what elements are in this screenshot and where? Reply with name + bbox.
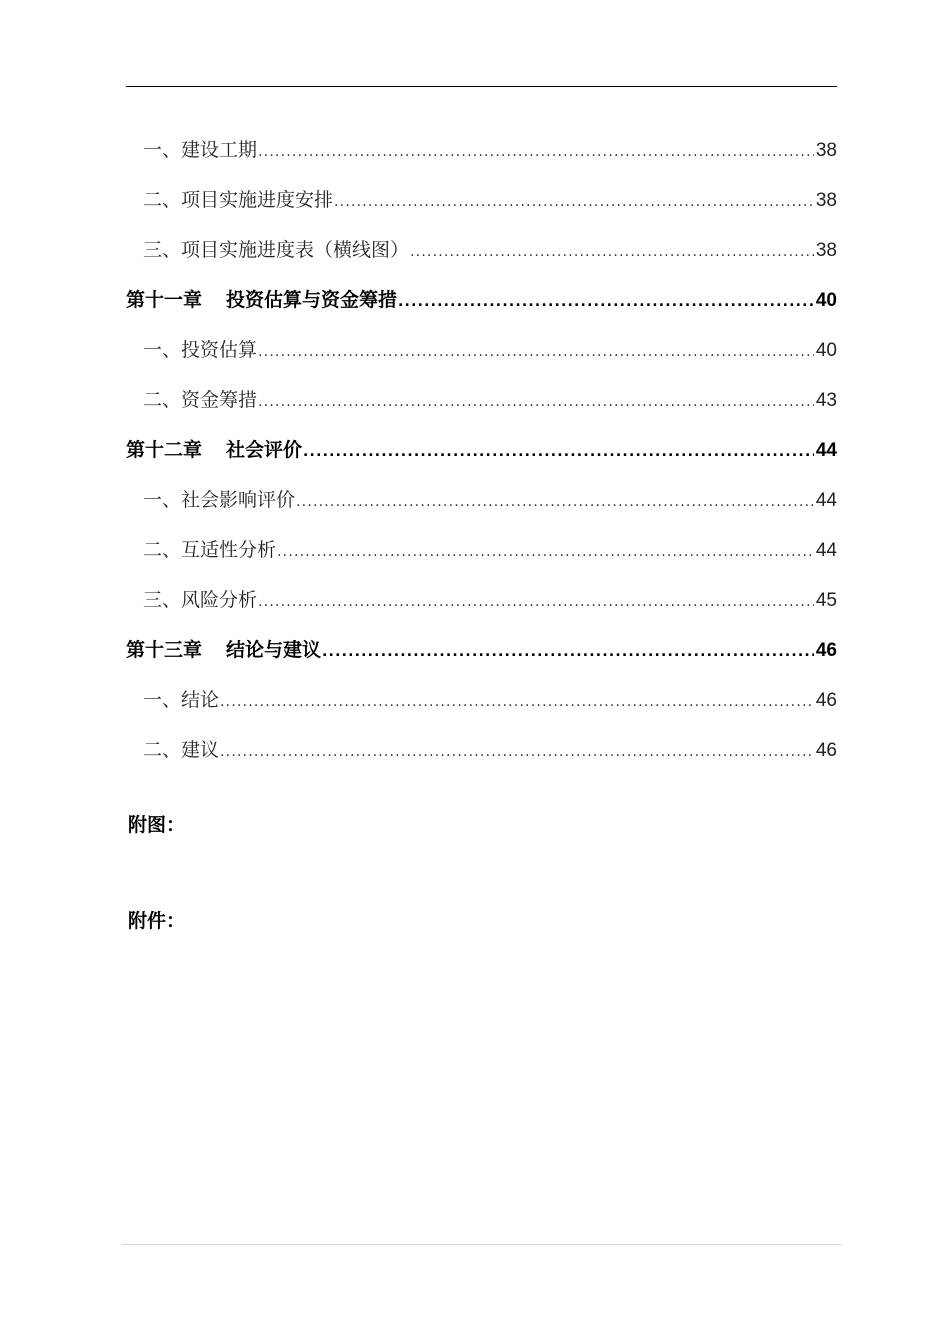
toc-chapter-name: 结论与建议 <box>226 639 322 661</box>
toc-dot-leader <box>277 537 814 567</box>
toc-entry[interactable] <box>143 185 837 215</box>
toc-dot-leader <box>258 137 814 167</box>
toc-entry-page: 38 <box>815 240 837 261</box>
toc-chapter-entry[interactable] <box>126 285 837 315</box>
toc-entry[interactable] <box>143 535 837 565</box>
toc-entry-page: 44 <box>815 540 837 561</box>
toc-chapter-entry[interactable] <box>126 635 837 665</box>
toc-entry-title: 二、互适性分析 <box>143 539 277 561</box>
toc-entry-page: 44 <box>815 490 837 511</box>
toc-chapter-number: 第十三章 <box>126 639 203 661</box>
toc-entry-title: 二、建议 <box>143 739 220 761</box>
toc-dot-leader <box>258 337 814 367</box>
toc-entry[interactable] <box>143 735 837 765</box>
toc-entry-title: 一、投资估算 <box>143 339 258 361</box>
toc-entry-page: 38 <box>815 140 837 161</box>
toc-chapter-number: 第十二章 <box>126 439 203 461</box>
toc-chapter-title <box>126 435 302 465</box>
toc-entry[interactable] <box>143 335 837 365</box>
toc-entry-page: 46 <box>815 640 837 661</box>
toc-entry-title: 一、社会影响评价 <box>143 489 296 511</box>
toc-dot-leader <box>258 587 814 617</box>
toc-entry-page: 40 <box>815 340 837 361</box>
toc-dot-leader <box>220 687 814 717</box>
toc-entry-title: 一、建设工期 <box>143 139 258 161</box>
toc-chapter-title <box>126 285 397 315</box>
toc-chapter-number: 第十一章 <box>126 289 203 311</box>
appendix-attachments-label: 附件： <box>128 910 186 932</box>
toc-entry-page: 43 <box>815 390 837 411</box>
toc-entry-page: 45 <box>815 590 837 611</box>
toc-entry-page: 40 <box>815 290 837 311</box>
toc-entry-page: 46 <box>815 690 837 711</box>
toc-dot-leader <box>220 737 814 767</box>
toc-entry[interactable] <box>143 385 837 415</box>
toc-dot-leader <box>296 487 814 517</box>
toc-dot-leader <box>410 237 814 267</box>
toc-entry[interactable] <box>143 235 837 265</box>
toc-dot-leader <box>258 387 814 417</box>
toc-dot-leader <box>322 637 814 667</box>
appendix-figures-label: 附图： <box>128 814 186 836</box>
toc-entry-page: 46 <box>815 740 837 761</box>
toc-entry-page: 38 <box>815 190 837 211</box>
toc-entry-page: 44 <box>815 440 837 461</box>
toc-chapter-name: 社会评价 <box>226 439 303 461</box>
toc-entry-title: 三、项目实施进度表（横线图） <box>143 239 410 261</box>
toc-chapter-entry[interactable] <box>126 435 837 465</box>
toc-entry[interactable] <box>143 485 837 515</box>
header-rule <box>126 86 837 87</box>
toc-entry-title: 二、资金筹措 <box>143 389 258 411</box>
toc-entry-title: 一、结论 <box>143 689 220 711</box>
toc-dot-leader <box>334 187 814 217</box>
toc-entry[interactable] <box>143 585 837 615</box>
toc-dot-leader <box>398 287 814 317</box>
toc-chapter-title <box>126 635 321 665</box>
toc-chapter-name: 投资估算与资金筹措 <box>226 289 398 311</box>
footer-rule <box>122 1244 842 1245</box>
toc-entry-title: 三、风险分析 <box>143 589 258 611</box>
toc-dot-leader <box>303 437 814 467</box>
toc-entry[interactable] <box>143 685 837 715</box>
toc-entry[interactable] <box>143 135 837 165</box>
toc-entry-title: 二、项目实施进度安排 <box>143 189 334 211</box>
